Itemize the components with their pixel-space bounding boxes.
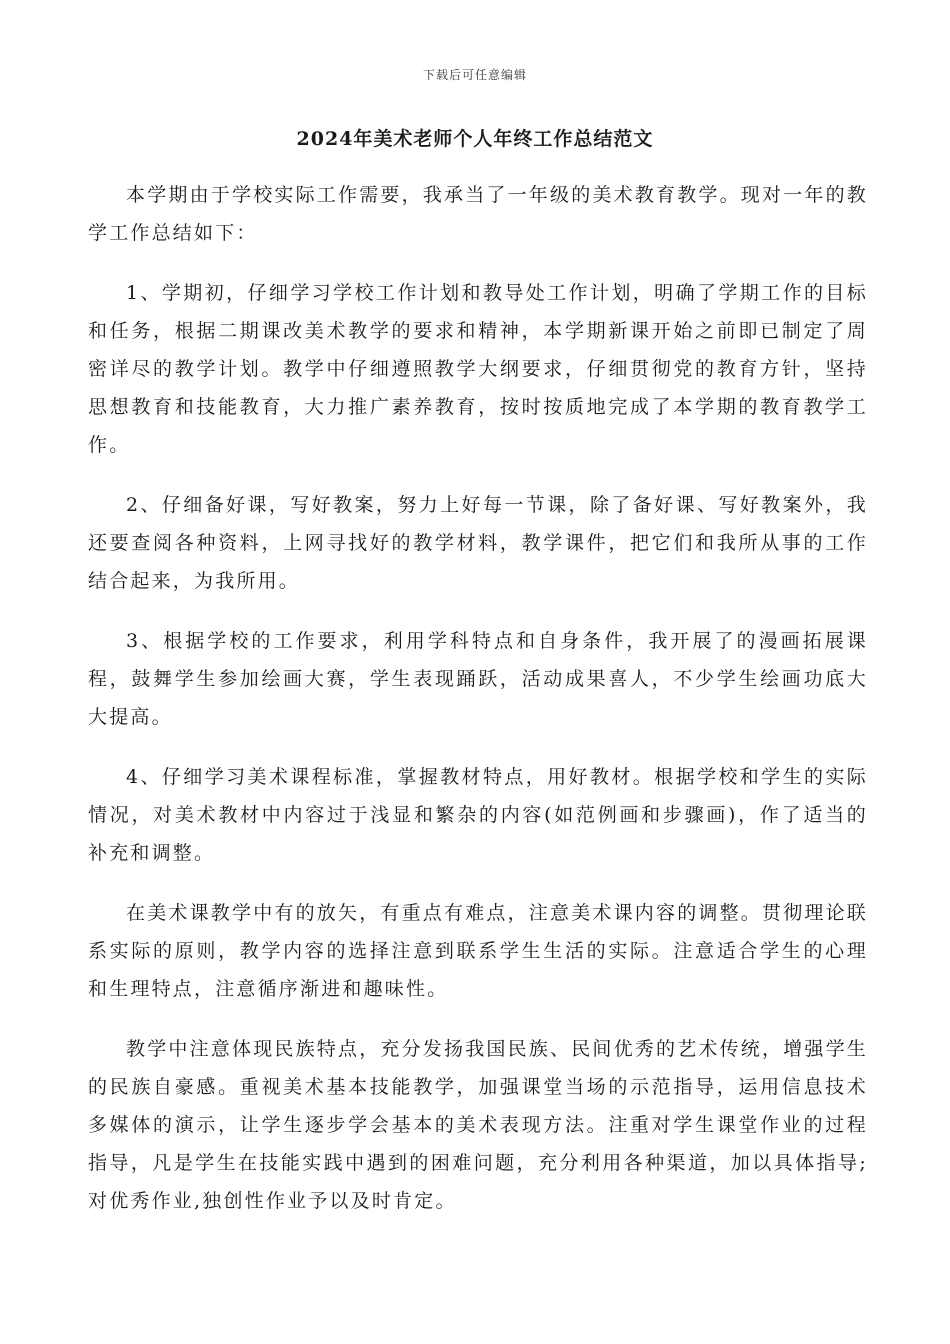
paragraph-national-features: 教学中注意体现民族特点，充分发扬我国民族、民间优秀的艺术传统，增强学生的民族自豪感。重视美术基本技能教学，加强课堂当场的示范指导，运用信息技术多媒体的演示，让学生逐步学会基本的美术表现方法。注重对学生课堂作业的过程指导，凡是学生在技能实践中遇到的困难问题，充分利用各种渠道，加以具体指导;对优秀作业,独创性作业予以及时肯定。 (88, 1038, 869, 1212)
paragraph-item-1: 1、学期初，仔细学习学校工作计划和教导处工作计划，明确了学期工作的目标和任务，根据二期课改美术教学的要求和精神，本学期新课开始之前即已制定了周密详尽的教学计划。教学中仔细遵照教学大纲要求，仔细贯彻党的教育方针，坚持思想教育和技能教育，大力推广素养教育，按时按质地完成了本学期的教育教学工作。 (88, 282, 868, 456)
document-body (88, 176, 868, 1242)
paragraph-teaching-focus: 在美术课教学中有的放矢，有重点有难点，注意美术课内容的调整。贯彻理论联系实际的原则，教学内容的选择注意到联系学生生活的实际。注意适合学生的心理和生理特点，注意循序渐进和趣味性。 (88, 902, 869, 1000)
paragraph-intro: 本学期由于学校实际工作需要，我承当了一年级的美术教育教学。现对一年的教学工作总结如下： (88, 184, 869, 244)
paragraph-item-2: 2、仔细备好课，写好教案，努力上好每一节课，除了备好课、写好教案外，我还要查阅各种资料，上网寻找好的教学材料，教学课件，把它们和我所从事的工作结合起来，为我所用。 (88, 494, 868, 592)
paragraph-item-4: 4、仔细学习美术课程标准，掌握教材特点，用好教材。根据学校和学生的实际情况，对美术教材中内容过于浅显和繁杂的内容(如范例画和步骤画)，作了适当的补充和调整。 (88, 766, 868, 864)
header-note: 下载后可任意编辑 (422, 68, 527, 82)
paragraph-item-3: 3、根据学校的工作要求，利用学科特点和自身条件，我开展了的漫画拓展课程，鼓舞学生参加绘画大赛，学生表现踊跃，活动成果喜人，不少学生绘画功底大大提高。 (88, 630, 868, 728)
document-title: 2024年美术老师个人年终工作总结范文 (296, 128, 654, 150)
